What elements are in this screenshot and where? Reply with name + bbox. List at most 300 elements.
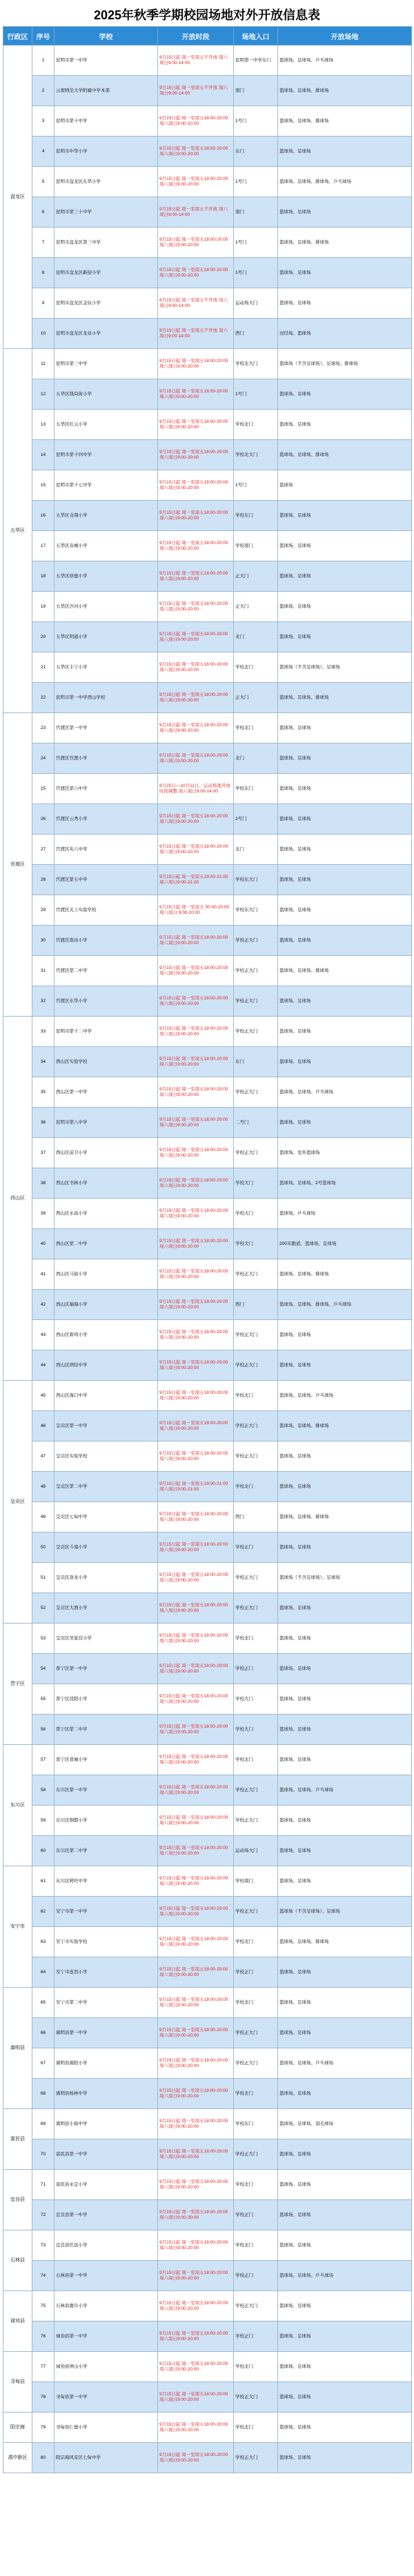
row-number: 38 xyxy=(32,1168,55,1199)
open-time: 9月15日起 周一至周五18:00-20:00 周六周日9:00-20:00 xyxy=(158,956,234,986)
open-fields: 田径场、篮球场 xyxy=(278,319,412,349)
open-time: 9月15日起 周一至周五18:00-20:00 周六周日9:00-20:00 xyxy=(158,1077,234,1108)
open-time: 9月15日起 周一至周五18:00-20:00 周六周日9:00-20:00 xyxy=(158,652,234,683)
header-open-time: 开放时段 xyxy=(158,27,234,46)
school-name: 西山区永昌小学 xyxy=(55,1199,158,1229)
school-name: 呈贡区第二中学 xyxy=(55,1472,158,1502)
row-number: 25 xyxy=(32,774,55,804)
row-number: 75 xyxy=(32,2291,55,2322)
row-number: 7 xyxy=(32,228,55,258)
row-number: 3 xyxy=(32,106,55,137)
open-fields: 篮球场、足球场 xyxy=(278,865,412,895)
row-number: 64 xyxy=(32,1957,55,1988)
district-cell: 石林县 xyxy=(3,2230,32,2291)
table-row xyxy=(3,531,412,561)
school-name: 西山区第一中学 xyxy=(55,1077,158,1108)
school-name: 富民县永定小学 xyxy=(55,2170,158,2200)
entrance: 学校正大门 xyxy=(234,1441,278,1472)
open-time: 9月15日起 周一至周五18:00-20:00 周六周日9:00-20:00 xyxy=(158,167,234,197)
open-fields: 篮球场、足球场 xyxy=(278,531,412,561)
entrance: 1号门 xyxy=(234,379,278,410)
table-row xyxy=(3,774,412,804)
row-number: 12 xyxy=(32,379,55,410)
open-fields: 篮球场、足球场 xyxy=(278,1745,412,1775)
open-time: 9月15日起 周一至周五18:00-20:00 周六周日9:00-20:00 xyxy=(158,2443,234,2473)
table-header-row xyxy=(3,27,412,46)
table-row xyxy=(3,1684,412,1715)
entrance: 学校大门 xyxy=(234,1715,278,1745)
school-name: 西山区海口中学 xyxy=(55,1381,158,1411)
open-time: 9月15日起 周一至周五18:00-20:00 周六周日9:00-20:00 xyxy=(158,1775,234,1806)
district-cell: 盘龙区 xyxy=(3,46,32,349)
open-time: 9月15日起 周一至周五18:00-20:00 周六周日9:00-20:00 xyxy=(158,1654,234,1684)
entrance: 正大门 xyxy=(234,592,278,622)
entrance: 学校南门 xyxy=(234,531,278,561)
open-fields: 篮球场、足球场 xyxy=(278,986,412,1017)
entrance: 学校正大门 xyxy=(234,926,278,956)
table-row xyxy=(3,1532,412,1563)
row-number: 29 xyxy=(32,895,55,926)
school-name: 昆明市盘龙区新迎小学 xyxy=(55,258,158,288)
open-time: 9月15日起 周一至周五不开放 周六周日9:00-14:00 xyxy=(158,197,234,228)
open-time: 9月15日起 周一至周五18:00-20:00 周六周日9:00-20:00 xyxy=(158,349,234,379)
table-row xyxy=(3,1563,412,1593)
table-row xyxy=(3,2322,412,2352)
open-time: 9月15日起 周一至周五18:00-20:00 周六周日9:00-20:00 xyxy=(158,1897,234,1927)
table-row xyxy=(3,2413,412,2443)
table-row xyxy=(3,1290,412,1320)
open-fields: 篮球场、足球场、羽毛球场 xyxy=(278,2109,412,2139)
table-row xyxy=(3,349,412,379)
district-cell: 东川区 xyxy=(3,1745,32,1866)
school-name: 呈贡区七甸中学 xyxy=(55,1502,158,1532)
table-row xyxy=(3,1441,412,1472)
header-school: 学校 xyxy=(55,27,158,46)
table-row xyxy=(3,1017,412,1047)
open-time: 9月15日起 周一至周五18:00-20:00 周六周日9:00-20:00 xyxy=(158,2352,234,2382)
row-number: 1 xyxy=(32,46,55,76)
row-number: 60 xyxy=(32,1836,55,1866)
row-number: 13 xyxy=(32,410,55,440)
entrance: 学校东门 xyxy=(234,774,278,804)
school-name: 嵩明县小街中学 xyxy=(55,2109,158,2139)
row-number: 67 xyxy=(32,2048,55,2079)
open-fields: 篮球场（不含足球场）、足球场 xyxy=(278,1563,412,1593)
open-fields: 篮球场、足球场 xyxy=(278,1866,412,1897)
open-time: 9月15日起 周一至周五18:00-20:00 周六周日9:00-20:00 xyxy=(158,1108,234,1138)
school-name: 嵩明县嵩阳小学 xyxy=(55,2048,158,2079)
open-fields: 篮球场、足球场、2号篮球场 xyxy=(278,1168,412,1199)
row-number: 55 xyxy=(32,1684,55,1715)
open-fields: 篮球场、足球场 xyxy=(278,561,412,592)
open-fields: 篮球场、足球场 xyxy=(278,743,412,774)
table-row xyxy=(3,2230,412,2261)
row-number: 10 xyxy=(32,319,55,349)
entrance: 学校北门 xyxy=(234,2230,278,2261)
row-number: 23 xyxy=(32,713,55,743)
district-cell: 寻甸县 xyxy=(3,2352,32,2413)
entrance: 学校正大门 xyxy=(234,1593,278,1624)
open-fields: 篮球场、足球场 xyxy=(278,258,412,288)
open-time: 9月15日起 周一至周五18:00-20:00 周六周日9:00-20:00 xyxy=(158,804,234,835)
open-fields: 篮球场、足球场 xyxy=(278,1320,412,1350)
school-name: 官渡区第二中学 xyxy=(55,956,158,986)
open-fields: 篮球场、足球场 xyxy=(278,1836,412,1866)
entrance: 1号门 xyxy=(234,167,278,197)
school-name: 昆明市第一中学西山学校 xyxy=(55,683,158,713)
entrance: 西门 xyxy=(234,319,278,349)
school-name: 呈贡区大渔小学 xyxy=(55,1593,158,1624)
school-name: 官渡区关上实验学校 xyxy=(55,895,158,926)
open-fields: 篮球场、足球场、排球场 xyxy=(278,956,412,986)
row-number: 50 xyxy=(32,1532,55,1563)
entrance: 1号门 xyxy=(234,470,278,501)
school-name: 云南师范大学附属中学本部 xyxy=(55,76,158,106)
open-time: 9月15日起 周一至周五 00:00-20:00 周六周日 9:00-20:00 xyxy=(158,895,234,926)
open-fields: 篮球场、足球场 xyxy=(278,2200,412,2230)
open-time: 9月15日起 周一至周五19:00-21:00 周六周日9:00-21:00 xyxy=(158,1472,234,1502)
row-number: 27 xyxy=(32,835,55,865)
table-row xyxy=(3,1897,412,1927)
open-fields: 篮球场、足球场 xyxy=(278,1108,412,1138)
table-row xyxy=(3,1108,412,1138)
open-fields: 篮球场、足球场 xyxy=(278,2018,412,2048)
open-time: 9月15日起 周一至周五18:00-20:00 周六周日9:00-20:00 xyxy=(158,470,234,501)
entrance: 学校正大门 xyxy=(234,2382,278,2413)
entrance: 学校正大门 xyxy=(234,1350,278,1381)
open-fields: 篮球场、足球场、乒乓球场 xyxy=(278,1077,412,1108)
open-time: 9月15日起 周一至周五18:00-20:00 周六周日9:00-20:00 xyxy=(158,531,234,561)
entrance: 学校正门 xyxy=(234,1957,278,1988)
school-name: 五华区春城小学 xyxy=(55,531,158,561)
entrance: 学校大门 xyxy=(234,1168,278,1199)
school-name: 五华区沙河小学 xyxy=(55,592,158,622)
row-number: 6 xyxy=(32,197,55,228)
table-row xyxy=(3,1047,412,1077)
open-time: 9月15日起 周一至周五不开放 周六周日9:00-14:00 xyxy=(158,319,234,349)
school-name: 官渡区官渡小学 xyxy=(55,743,158,774)
entrance: 学校正门 xyxy=(234,2261,278,2291)
school-name: 官渡区第五中学 xyxy=(55,865,158,895)
school-name: 官渡区第一中学 xyxy=(55,713,158,743)
entrance: 正大门 xyxy=(234,561,278,592)
entrance: 学校东大门 xyxy=(234,865,278,895)
table-row xyxy=(3,319,412,349)
open-time: 9月15日起 周一至周五18:00-20:00 周六周日9:00-20:00 xyxy=(158,1806,234,1836)
school-name: 富民县第一中学 xyxy=(55,2139,158,2170)
row-number: 15 xyxy=(32,470,55,501)
row-number: 54 xyxy=(32,1654,55,1684)
row-number: 8 xyxy=(32,258,55,288)
open-fields: 篮球场、足球场 xyxy=(278,501,412,531)
open-time: 9月15日起 周一至周五18:00-20:00 周六周日9:00-20:00 xyxy=(158,1199,234,1229)
open-time: 9月15日起 周一至周五18:00-20:00 周六周日9:00-20:00 xyxy=(158,1502,234,1532)
open-fields: 篮球场、足球场 xyxy=(278,1715,412,1745)
row-number: 46 xyxy=(32,1411,55,1441)
entrance: 南门 xyxy=(234,76,278,106)
entrance: 学校北门 xyxy=(234,652,278,683)
open-fields: 篮球场、足球场 xyxy=(278,2079,412,2109)
open-time: 9月15日起 周一至周五19:00-21:00 周六周日9:00-21:00 xyxy=(158,865,234,895)
school-name: 呈贡区第一中学 xyxy=(55,1411,158,1441)
row-number: 77 xyxy=(32,2352,55,2382)
entrance: 正大门 xyxy=(234,683,278,713)
open-time: 9月15日起 周一至周五18:00-20:00 周六周日9:00-20:00 xyxy=(158,2200,234,2230)
open-fields: 篮球场、足球场、排球场 xyxy=(278,1502,412,1532)
open-time: 9月15日起 周一至周五18:00-20:00 周六周日9:00-20:00 xyxy=(158,622,234,652)
row-number: 69 xyxy=(32,2109,55,2139)
school-name: 石林县第一中学 xyxy=(55,2261,158,2291)
table-row xyxy=(3,2018,412,2048)
table-row xyxy=(3,2048,412,2079)
entrance: 东门 xyxy=(234,137,278,167)
table-row xyxy=(3,561,412,592)
table-row xyxy=(3,1138,412,1168)
open-fields: 篮球场、足球场、排球场 xyxy=(278,440,412,470)
table-row xyxy=(3,2291,412,2322)
table-row xyxy=(3,1381,412,1411)
table-row xyxy=(3,2382,412,2413)
open-fields: 篮球场、足球场、排球场 xyxy=(278,1927,412,1957)
row-number: 62 xyxy=(32,1897,55,1927)
open-fields: 篮球场、足球场、排球场 xyxy=(278,1259,412,1290)
school-name: 禄劝县第一中学 xyxy=(55,2322,158,2352)
table-row xyxy=(3,1350,412,1381)
school-name: 安宁市实验学校 xyxy=(55,1927,158,1957)
open-fields: 篮球场、足球场 xyxy=(278,926,412,956)
row-number: 2 xyxy=(32,76,55,106)
table-row xyxy=(3,2443,412,2473)
open-fields: 篮球场、足球场 xyxy=(278,592,412,622)
row-number: 80 xyxy=(32,2443,55,2473)
row-number: 26 xyxy=(32,804,55,835)
entrance: 学校北门 xyxy=(234,2352,278,2382)
open-time: 9月15日起 周一至周五18:00-20:00 周六周日9:00-20:00 xyxy=(158,1168,234,1199)
row-number: 34 xyxy=(32,1047,55,1077)
row-number: 59 xyxy=(32,1806,55,1836)
table-row xyxy=(3,835,412,865)
open-fields: 篮球场、足球场 xyxy=(278,1350,412,1381)
open-time: 9月15日起 周一至周五18:00-20:00 周六周日9:00-20:00 xyxy=(158,1532,234,1563)
open-time: 9月15日起 周一至周五18:00-20:00 周六周日9:00-20:00 xyxy=(158,592,234,622)
school-name: 五华区钱局街小学 xyxy=(55,379,158,410)
district-cell: 宜良县 xyxy=(3,2170,32,2230)
table-row xyxy=(3,1320,412,1350)
table-row xyxy=(3,865,412,895)
open-time: 9月15日起 周一至周五18:00-20:00 周六周日9:00-20:00 xyxy=(158,926,234,956)
table-row xyxy=(3,46,412,76)
open-fields: 篮球场、足球场 xyxy=(278,1684,412,1715)
district-cell: 禄劝县 xyxy=(3,2291,32,2352)
school-name: 昆明市第八中学 xyxy=(55,1108,158,1138)
table-row xyxy=(3,1654,412,1684)
table-row xyxy=(3,1745,412,1775)
row-number: 51 xyxy=(32,1563,55,1593)
entrance: 学校北门 xyxy=(234,1624,278,1654)
entrance: 学校东大门 xyxy=(234,895,278,926)
school-name: 西山区前卫小学 xyxy=(55,1138,158,1168)
row-number: 30 xyxy=(32,926,55,956)
school-name: 昆明市第十七中学 xyxy=(55,470,158,501)
district-cell: 富民县 xyxy=(3,2109,32,2170)
table-row xyxy=(3,288,412,319)
open-time: 9月15日起 周一至周五18:00-20:00 周六周日9:00-20:00 xyxy=(158,1320,234,1350)
school-name: 宜良县匡远小学 xyxy=(55,2230,158,2261)
table-row xyxy=(3,1077,412,1108)
open-time: 9月15日起 周一至周五18:00-20:00 周六周日9:00-20:00 xyxy=(158,2261,234,2291)
open-fields: 篮球场、足球场 xyxy=(278,1988,412,2018)
open-venue-table xyxy=(3,26,412,2473)
entrance: 学校正大门 xyxy=(234,986,278,1017)
district-cell: 官渡区 xyxy=(3,713,32,1017)
open-time: 9月15日起 周一至周五18:00-20:00 周六周日9:00-20:00 xyxy=(158,835,234,865)
row-number: 9 xyxy=(32,288,55,319)
table-row xyxy=(3,1836,412,1866)
entrance: 学校大门 xyxy=(234,1229,278,1259)
row-number: 28 xyxy=(32,865,55,895)
entrance: 学校北大门 xyxy=(234,349,278,379)
open-time: 9月15日起 周一至周五18:00-20:00 周六周日9:00-20:00 xyxy=(158,986,234,1017)
row-number: 18 xyxy=(32,561,55,592)
school-name: 阳宗海风景区七甸中学 xyxy=(55,2443,158,2473)
open-fields: 篮球场、足球场 xyxy=(278,835,412,865)
entrance: 学校北门 xyxy=(234,1927,278,1957)
open-fields: 篮球场（不含足球场）、足球场、排球场 xyxy=(278,349,412,379)
open-time: 9月15日起 周一至周五不开放 周六周日9:00-14:00 xyxy=(158,288,234,319)
open-time: 9月15日起 周一至周五18:00-20:00 周六周日9:00-20:00 xyxy=(158,1381,234,1411)
entrance: 学校正大门 xyxy=(234,2018,278,2048)
district-cell: 五华区 xyxy=(3,349,32,713)
entrance: 西门 xyxy=(234,1290,278,1320)
school-name: 安宁市第二中学 xyxy=(55,1988,158,2018)
table-row xyxy=(3,1775,412,1806)
table-row xyxy=(3,501,412,531)
row-number: 65 xyxy=(32,1988,55,2018)
table-row xyxy=(3,1259,412,1290)
district-cell: 西山区 xyxy=(3,1017,32,1381)
school-name: 寻甸县第一中学 xyxy=(55,2382,158,2413)
entrance: 学校北门 xyxy=(234,1745,278,1775)
school-name: 东川区阿旺中学 xyxy=(55,1866,158,1897)
table-row xyxy=(3,804,412,835)
entrance: 西门 xyxy=(234,1502,278,1532)
school-name: 西山区马街小学 xyxy=(55,1259,158,1290)
entrance: 学校正大门 xyxy=(234,1077,278,1108)
entrance: 学校正大门 xyxy=(234,1806,278,1836)
row-number: 79 xyxy=(32,2413,55,2443)
school-name: 晋宁区第一中学 xyxy=(55,1654,158,1684)
school-name: 昆明市盘龙区第三中学 xyxy=(55,228,158,258)
entrance: 学校正大门 xyxy=(234,1897,278,1927)
open-time: 9月15日起 周一至周五不开放 周六周日9:00-14:00 xyxy=(158,76,234,106)
row-number: 58 xyxy=(32,1775,55,1806)
row-number: 73 xyxy=(32,2230,55,2261)
school-name: 西山区实验学校 xyxy=(55,1047,158,1077)
district-cell: 嵩明县 xyxy=(3,1988,32,2109)
open-time: 9月15日起 周一至周五18:00-20:00 周六周日9:00-20:00 xyxy=(158,228,234,258)
open-fields: 篮球场、足球场 xyxy=(278,1624,412,1654)
school-name: 五华区红云小学 xyxy=(55,410,158,440)
open-fields: 篮球场、足球场 xyxy=(278,1472,412,1502)
open-time: 9月15日起 周一至周五18:00-20:00 周六周日9:00-20:00 xyxy=(158,1836,234,1866)
open-time: 9月15日起 周一至周五18:00-20:00 周六周日9:00-20:00 xyxy=(158,1988,234,2018)
school-name: 嵩明县第一中学 xyxy=(55,2018,158,2048)
entrance: 学校东门 xyxy=(234,501,278,531)
row-number: 70 xyxy=(32,2139,55,2170)
entrance: 学校北门 xyxy=(234,410,278,440)
entrance: 学校北门 xyxy=(234,713,278,743)
school-name: 五华区明通小学 xyxy=(55,622,158,652)
open-time: 9月15日起 周一至周五18:00-20:00 周六周日9:00-20:00 xyxy=(158,1411,234,1441)
entrance: 学校正门 xyxy=(234,2322,278,2352)
district-cell: 滇中新区 xyxy=(3,2443,32,2473)
open-fields: 篮球场、足球场 xyxy=(278,197,412,228)
school-name: 晋宁区第二中学 xyxy=(55,1715,158,1745)
row-number: 35 xyxy=(32,1077,55,1108)
school-name: 西山区团结中学 xyxy=(55,1350,158,1381)
open-fields: 篮球场、足球场 xyxy=(278,1957,412,1988)
school-name: 昆明市第十二中学 xyxy=(55,1017,158,1047)
row-number: 17 xyxy=(32,531,55,561)
open-fields: 篮球场、足球场 xyxy=(278,2291,412,2322)
table-row xyxy=(3,197,412,228)
row-number: 63 xyxy=(32,1927,55,1957)
table-row xyxy=(3,1472,412,1502)
entrance: 学校北大门 xyxy=(234,440,278,470)
open-fields: 篮球场、足球场 xyxy=(278,1593,412,1624)
school-name: 昆明市第一中学 xyxy=(55,46,158,76)
open-fields: 篮球场、乒乓球场 xyxy=(278,1199,412,1229)
open-time: 9月15日起 周一至周五18:00-20:00 周六周日9:00-20:00 xyxy=(158,561,234,592)
open-fields: 篮球场、足球场、排球场 xyxy=(278,1411,412,1441)
school-name: 昆明市盘龙区龙泉小学 xyxy=(55,319,158,349)
open-fields: 篮球场 xyxy=(278,470,412,501)
school-name: 西山区第二中学 xyxy=(55,1229,158,1259)
open-fields: 篮球场、足球场、乒乓球场 xyxy=(278,2048,412,2079)
school-name: 晋宁区昆阳小学 xyxy=(55,1684,158,1715)
open-time: 9月15日起 周一至周五18:00-20:00 周六周日9:00-20:00 xyxy=(158,1957,234,1988)
entrance: 东门 xyxy=(234,1047,278,1077)
school-name: 东川区铜都小学 xyxy=(55,1806,158,1836)
open-fields: 篮球场、足球场 xyxy=(278,2322,412,2352)
table-row xyxy=(3,986,412,1017)
school-name: 官渡区矣六中学 xyxy=(55,835,158,865)
row-number: 49 xyxy=(32,1502,55,1532)
row-number: 11 xyxy=(32,349,55,379)
table-row xyxy=(3,137,412,167)
school-name: 西山区碧鸡小学 xyxy=(55,1320,158,1350)
table-row xyxy=(3,2170,412,2200)
school-name: 东川区第二中学 xyxy=(55,1836,158,1866)
open-time: 9月15日起 周一至周五18:00-20:00 周六周日9:00-20:00 xyxy=(158,2048,234,2079)
row-number: 45 xyxy=(32,1381,55,1411)
entrance: 运动场大门 xyxy=(234,288,278,319)
table-row xyxy=(3,2352,412,2382)
open-time: 9月15日起 周一至周五18:00-20:00 周六周日9:00-20:00 xyxy=(158,2322,234,2352)
entrance: 学校北门 xyxy=(234,2413,278,2443)
open-fields: 篮球场、足球场 xyxy=(278,2170,412,2200)
entrance: 2号门 xyxy=(234,804,278,835)
entrance: 运动场大门 xyxy=(234,1836,278,1866)
table-row xyxy=(3,76,412,106)
entrance: 北门 xyxy=(234,743,278,774)
table-row xyxy=(3,2261,412,2291)
open-fields: 篮球场、足球场 xyxy=(278,137,412,167)
open-fields: 篮球场、足球场、排球场 xyxy=(278,106,412,137)
row-number: 32 xyxy=(32,986,55,1017)
open-time: 9月15日起 周一至周五18:00-20:00 周六周日9:00-20:00 xyxy=(158,2079,234,2109)
table-row xyxy=(3,956,412,986)
